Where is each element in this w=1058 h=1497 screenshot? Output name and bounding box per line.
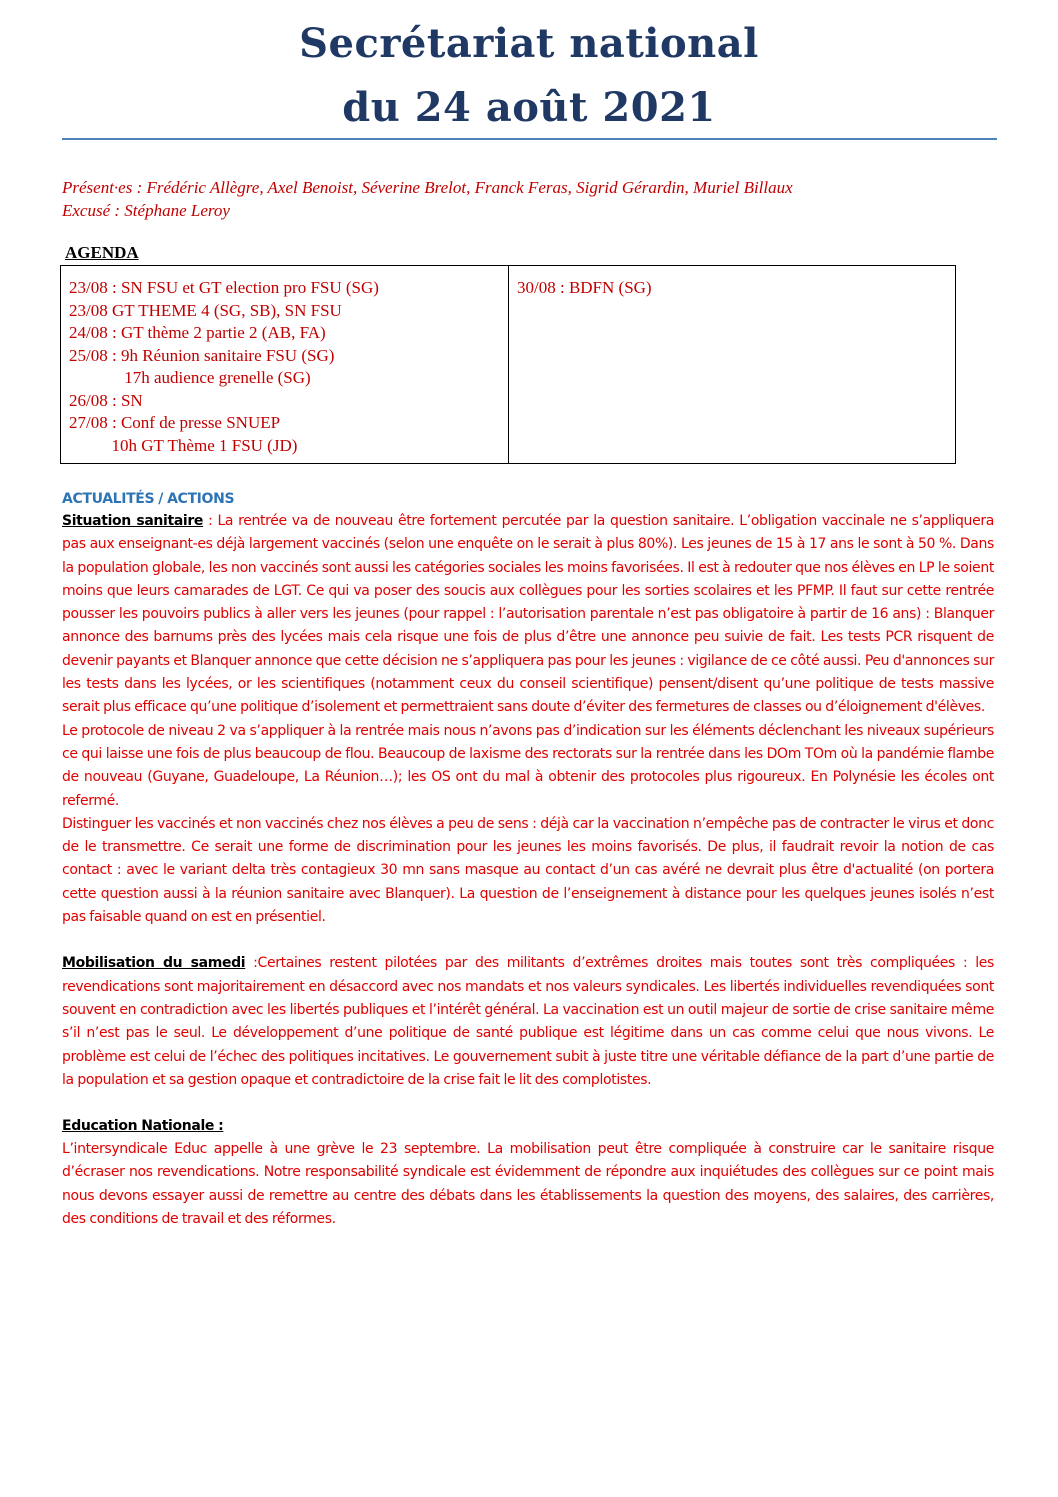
- mobilisation-text: :Certaines restent pilotées par des militants d’extrêmes droites mais toutes sont très compliquées : les revendications sont majoritairement en désaccord avec nos mandats et nos valeurs syndicales. Les libertés individuelles revendiquées sont souvent en contradiction avec les libertés publiques et l’intérêt général. La vaccination est un outil majeur de sortie de crise sanitaire même s’il n’est pas le seul. Le développement d’une politique de santé publique est légitime dans un cas comme celui que nous vivons. Le problème est celui de l’échec des politiques incitatives. Le gouvernement subit à juste titre une véritable défiance de la part d’une partie de la population et sa gestion opaque et contradictoire de la crise fait le lit des complotistes.: [62, 955, 994, 1088]
- mobilisation-paragraph: [62, 952, 994, 1092]
- agenda-item: 26/08 : SN: [69, 390, 143, 410]
- title-line-1: Secrétariat national: [299, 20, 759, 67]
- agenda-item: 27/08 : Conf de presse SNUEP: [69, 413, 281, 432]
- agenda-table: [60, 265, 956, 464]
- agenda-item: 25/08 : 9h Réunion sanitaire FSU (SG): [69, 345, 335, 365]
- agenda-column-right: [509, 266, 955, 463]
- mobilisation-label: Mobilisation du samedi: [62, 955, 246, 972]
- attendance-block: [62, 176, 1002, 222]
- agenda-heading: AGENDA: [65, 243, 139, 262]
- situation-paragraph-3: Distinguer les vaccinés et non vaccinés chez nos élèves a peu de sens : déjà car la vaccination n’empêche pas de contracter le virus et donc de le transmettre. Ce serait une forme de discrimination pour les jeunes les moins favorisés. De plus, il faudrait revoir la notion de cas contact : avec le variant delta très contagieux 30 mn sans masque au contact d’un cas avéré ne devrait plus être d'actualité (on portera cette question aussi à la réunion sanitaire avec Blanquer). La question de l’enseignement à distance pour les quelques jeunes isolés n’est pas faisable quand on est en présentiel.: [62, 815, 994, 926]
- spacer: [62, 1092, 994, 1115]
- section-heading: ACTUALITÉS / ACTIONS: [62, 491, 235, 507]
- agenda-column-left: [61, 266, 509, 463]
- situation-paragraph-2: Le protocole de niveau 2 va s’appliquer à la rentrée mais nous n’avons pas d’indication sur les éléments déclenchant les niveaux supérieurs ce qui laisse une fois de plus beaucoup de flou. Beaucoup de laxisme des rectorats sur la rentrée dans les DOm TOm où la pandémie flambe de nouveau (Guyane, Guadeloupe, La Réunion…); les OS ont du mal à obtenir des protocoles plus rigoureux. En Polynésie les écoles ont refermé.: [62, 722, 994, 809]
- agenda-item: 10h GT Thème 1 FSU (JD): [69, 435, 298, 455]
- actualites-section: [62, 489, 994, 1231]
- situation-text: : La rentrée va de nouveau être fortement percutée par la question sanitaire. L’obligation vaccinale ne s’appliquera pas aux enseignant-es déjà largement vaccinés (selon une enquête on le serait à plus 80%). Les jeunes de 15 à 17 ans le sont à 50 %. Dans la population globale, les non vaccinés sont aussi les catégories sociales les moins favorisées. Il est à redouter que nos élèves en LP le soient moins que leurs camarades de LGT. Ce qui va poser des soucis aux collègues pour les sorties scolaires et les PFMP. Il faut sur cette rentrée pousser les pouvoirs publics à aller vers les jeunes (pour rappel : l’autorisation parentale n’est pas obligatoire à partir de 16 ans) : Blanquer annonce des barnums près des lycées mais cela risque une fois de plus d’être une annonce peu suivie de fait. Les tests PCR risquent de devenir payants et Blanquer annonce que cette décision ne s’appliquera pas pour les jeunes : vigilance de ce côté aussi. Peu d'annonces sur les tests dans les lycées, or les scientifiques (notamment ceux du conseil scientifique) pensent/disent qu’une politique de tests massive serait plus efficace qu’une politique d’isolement et permettraient sans doute d’éviter des fermetures de classes ou d’éloignement d'élèves.: [62, 513, 994, 716]
- agenda-item: 23/08 : SN FSU et GT election pro FSU (SG): [69, 278, 379, 297]
- education-label: Education Nationale :: [62, 1118, 224, 1135]
- agenda-item: 17h audience grenelle (SG): [69, 368, 311, 387]
- agenda-item: 23/08 GT THEME 4 (SG, SB), SN FSU: [69, 300, 342, 320]
- agenda-item: 24/08 : GT thème 2 partie 2 (AB, FA): [69, 323, 326, 342]
- spacer: [62, 929, 994, 952]
- situation-paragraph-1: [62, 510, 994, 720]
- agenda-item: 30/08 : BDFN (SG): [517, 278, 652, 297]
- title-divider: [62, 138, 997, 140]
- situation-label: Situation sanitaire: [62, 513, 204, 529]
- presents-line: Présent·es : Frédéric Allègre, Axel Benoist, Séverine Brelot, Franck Feras, Sigrid Gérardin, Muriel Billaux: [62, 178, 793, 197]
- title-line-2: du 24 août 2021: [342, 84, 716, 131]
- education-paragraph: L’intersyndicale Educ appelle à une grève le 23 septembre. La mobilisation peut être compliquée à construire car le sanitaire risque d’écraser nos revendications. Notre responsabilité syndicale est évidemment de répondre aux inquiétudes des collègues sur ce point mais nous devons essayer aussi de remettre au centre des débats dans les établissements la question des moyens, des salaires, des carrières, des conditions de travail et des réformes.: [62, 1141, 994, 1228]
- excuse-line: Excusé : Stéphane Leroy: [62, 201, 230, 220]
